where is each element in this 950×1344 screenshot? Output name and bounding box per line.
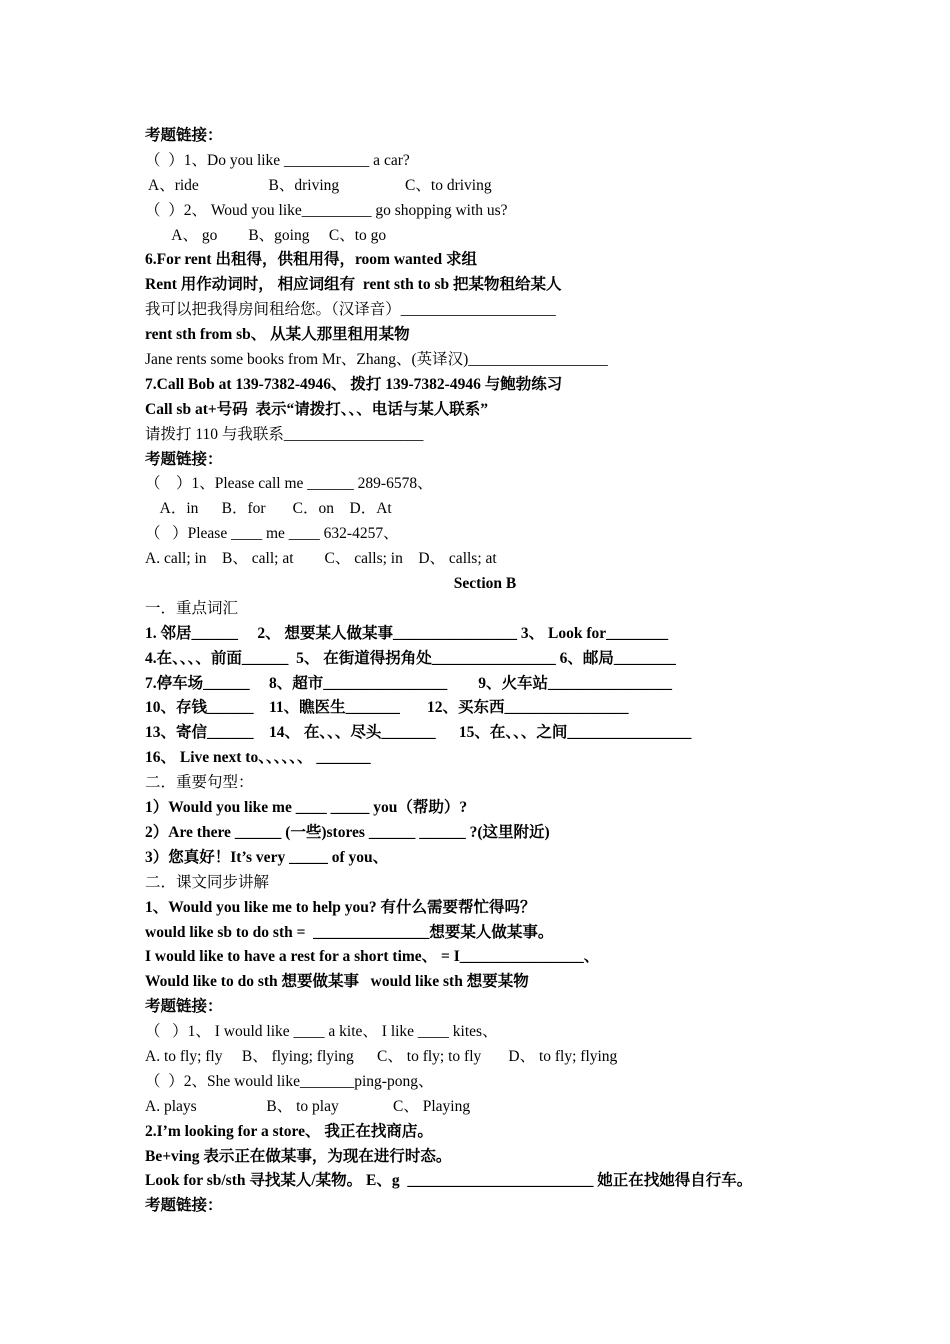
question-text: （ ）1、Do you like ___________ a car?: [145, 151, 410, 169]
vocabulary-line: 4.在、、、、前面______ 5、 在街道得拐角处________________ 6、邮局________: [145, 649, 676, 667]
question-text: （ ）1、 I would like ____ a kite、 I like ____ kites、: [145, 1023, 498, 1041]
vocabulary-line: 1. 邻居______ 2、 想要某人做某事________________ 3、 Look for________: [145, 624, 669, 642]
translation-exercise: 我可以把我得房间租给您。（汉译音）____________________: [145, 301, 556, 319]
section-title: Section B: [453, 575, 517, 593]
answer-options: A. plays B、 to play C、 Playing: [145, 1097, 471, 1115]
grammar-note: Would like to do sth 想要做某事 would like sth 想要某物: [145, 973, 529, 991]
exam-link-heading: 考题链接：: [145, 1197, 223, 1215]
vocabulary-line: 13、寄信______ 14、 在、、、尽头_______ 15、在、、、之间________________: [145, 724, 692, 742]
document-page: [145, 124, 825, 1219]
grammar-note: Look for sb/sth 寻找某人/某物。 E、g ________________________ 她正在找她得自行车。: [145, 1172, 753, 1190]
question-text: （ ）2、She would like_______ping-pong、: [145, 1072, 434, 1090]
answer-options: A．in B．for C．on D．At: [145, 500, 392, 518]
grammar-note: Rent 用作动词时， 相应词组有 rent sth to sb 把某物租给某人: [145, 276, 562, 294]
lesson-point: 2.I’m looking for a store、 我正在找商店。: [145, 1122, 433, 1140]
section-point-heading: 7.Call Bob at 139-7382-4946、 拨打 139-7382-4946 与鲍勃练习: [145, 375, 563, 393]
exam-link-heading: 考题链接：: [145, 998, 223, 1016]
answer-options: A、 go B、going C、to go: [145, 226, 387, 244]
lesson-point: 1、Would you like me to help you? 有什么需要帮忙得吗？: [145, 898, 536, 916]
subsection-heading: 二．重要句型：: [145, 774, 254, 792]
vocabulary-line: 16、 Live next to、、、、、、 _______: [145, 749, 371, 767]
exam-link-heading: 考题链接：: [145, 127, 223, 144]
translation-exercise: 请拨打 110 与我联系__________________: [145, 425, 424, 443]
translation-exercise: Jane rents some books from Mr、Zhang、(英译汉)__________________: [145, 351, 608, 369]
vocabulary-line: 10、存钱______ 11、瞧医生_______ 12、买东西________________: [145, 699, 629, 717]
section-point-heading: 6.For rent 出租得，供租用得，room wanted 求组: [145, 251, 477, 269]
subsection-heading: 一．重点词汇: [145, 599, 239, 617]
question-text: （ ）2、 Woud you like_________ go shopping with us?: [145, 201, 508, 219]
answer-options: A. to fly; fly B、 flying; flying C、 to fly; to fly D、 to fly; flying: [145, 1047, 618, 1065]
sentence-pattern: 3）您真好！It’s very _____ of you、: [145, 848, 389, 866]
sentence-pattern: 2）Are there ______ (一些)stores ______ ______ ?(这里附近): [145, 823, 550, 841]
answer-options: A. call; in B、 call; at C、 calls; in D、 calls; at: [145, 550, 497, 568]
exam-link-heading: 考题链接：: [145, 450, 223, 468]
grammar-note: rent sth from sb、 从某人那里租用某物: [145, 326, 410, 344]
sentence-pattern: 1）Would you like me ____ _____ you（帮助）?: [145, 799, 468, 817]
question-text: （ ）1、Please call me ______ 289-6578、: [145, 475, 433, 493]
grammar-note: Call sb at+号码 表示“请拨打、、、电话与某人联系”: [145, 400, 488, 418]
answer-options: A、ride B、driving C、to driving: [145, 176, 492, 194]
subsection-heading: 二．课文同步讲解: [145, 873, 270, 891]
grammar-note: would like sb to do sth = _______________想要某人做某事。: [145, 923, 554, 941]
grammar-note: I would like to have a rest for a short time、 = I________________、: [145, 948, 600, 966]
vocabulary-line: 7.停车场______ 8、超市________________ 9、火车站________________: [145, 674, 673, 692]
question-text: （ ）Please ____ me ____ 632-4257、: [145, 525, 399, 543]
grammar-note: Be+ving 表示正在做某事，为现在进行时态。: [145, 1147, 452, 1165]
